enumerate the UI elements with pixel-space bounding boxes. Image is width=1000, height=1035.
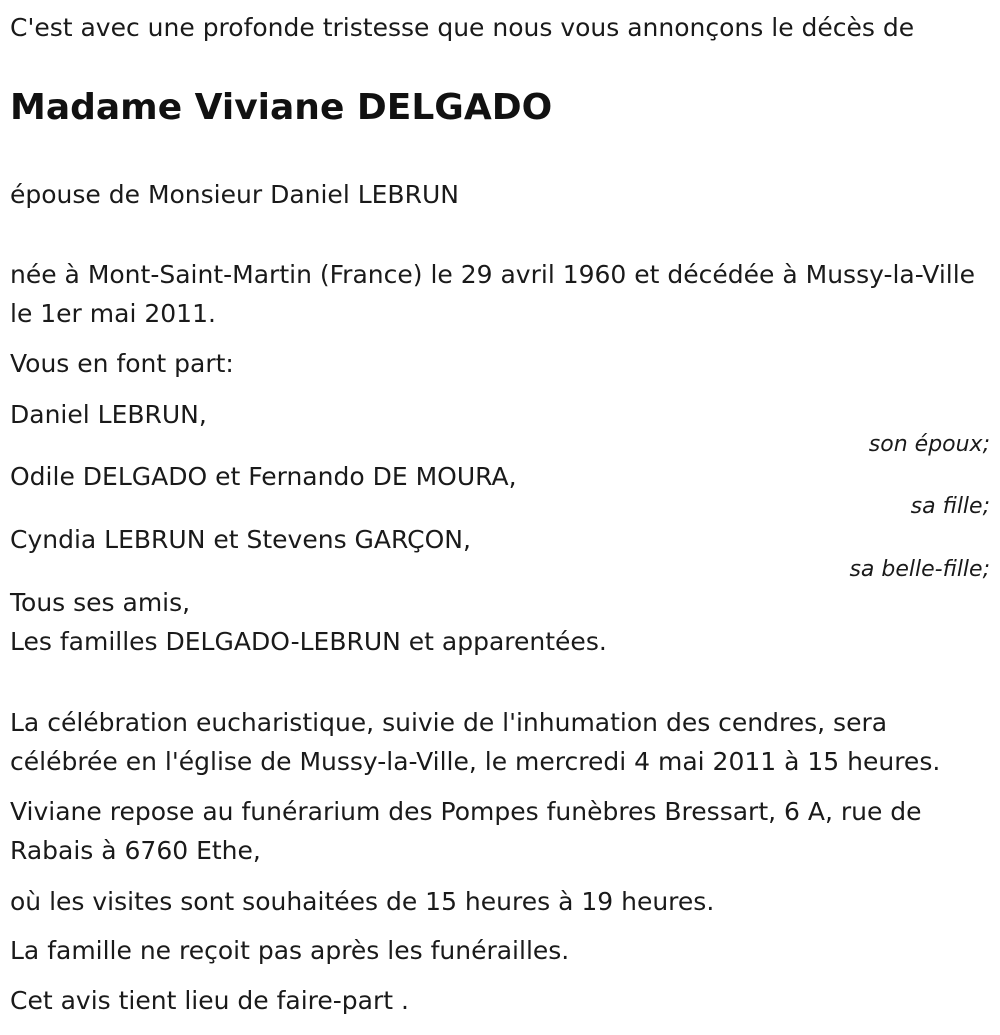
visits-text: où les visites sont souhaitées de 15 heures à 19 heures. <box>10 887 715 916</box>
spouse-line: épouse de Monsieur Daniel LEBRUN <box>10 180 459 209</box>
family-member-name: Cyndia LEBRUN et Stevens GARÇON, <box>10 525 471 554</box>
family-member-name: Odile DELGADO et Fernando DE MOURA, <box>10 462 517 491</box>
family-member <box>10 395 990 458</box>
family-member-relation: son époux; <box>868 432 990 457</box>
families-line: Les familles DELGADO-LEBRUN et apparentées. <box>10 627 607 656</box>
family-member <box>10 520 990 583</box>
birth-death-text: née à Mont-Saint-Martin (France) le 29 avril 1960 et décédée à Mussy-la-Ville le 1er mai 2011. <box>10 260 976 328</box>
repose-text: Viviane repose au funérarium des Pompes funèbres Bressart, 6 A, rue de Rabais à 6760 Ethe, <box>10 797 922 865</box>
family-member-relation: sa fille; <box>910 494 990 519</box>
notice-statement: Cet avis tient lieu de faire-part . <box>10 986 409 1015</box>
celebration-text: La célébration eucharistique, suivie de l'inhumation des cendres, sera célébrée en l'église de Mussy-la-Ville, le mercredi 4 mai 2011 à 15 heures. <box>10 708 941 776</box>
family-member-name: Daniel LEBRUN, <box>10 400 207 429</box>
no-reception-text: La famille ne reçoit pas après les funérailles. <box>10 936 570 965</box>
deceased-name: Madame Viviane DELGADO <box>10 87 553 128</box>
announcers-intro: Vous en font part: <box>10 349 234 378</box>
intro-text: C'est avec une profonde tristesse que nous vous annonçons le décès de <box>10 13 915 42</box>
family-member-relation: sa belle-fille; <box>849 557 990 582</box>
family-member <box>10 457 990 520</box>
friends-line: Tous ses amis, <box>10 588 191 617</box>
